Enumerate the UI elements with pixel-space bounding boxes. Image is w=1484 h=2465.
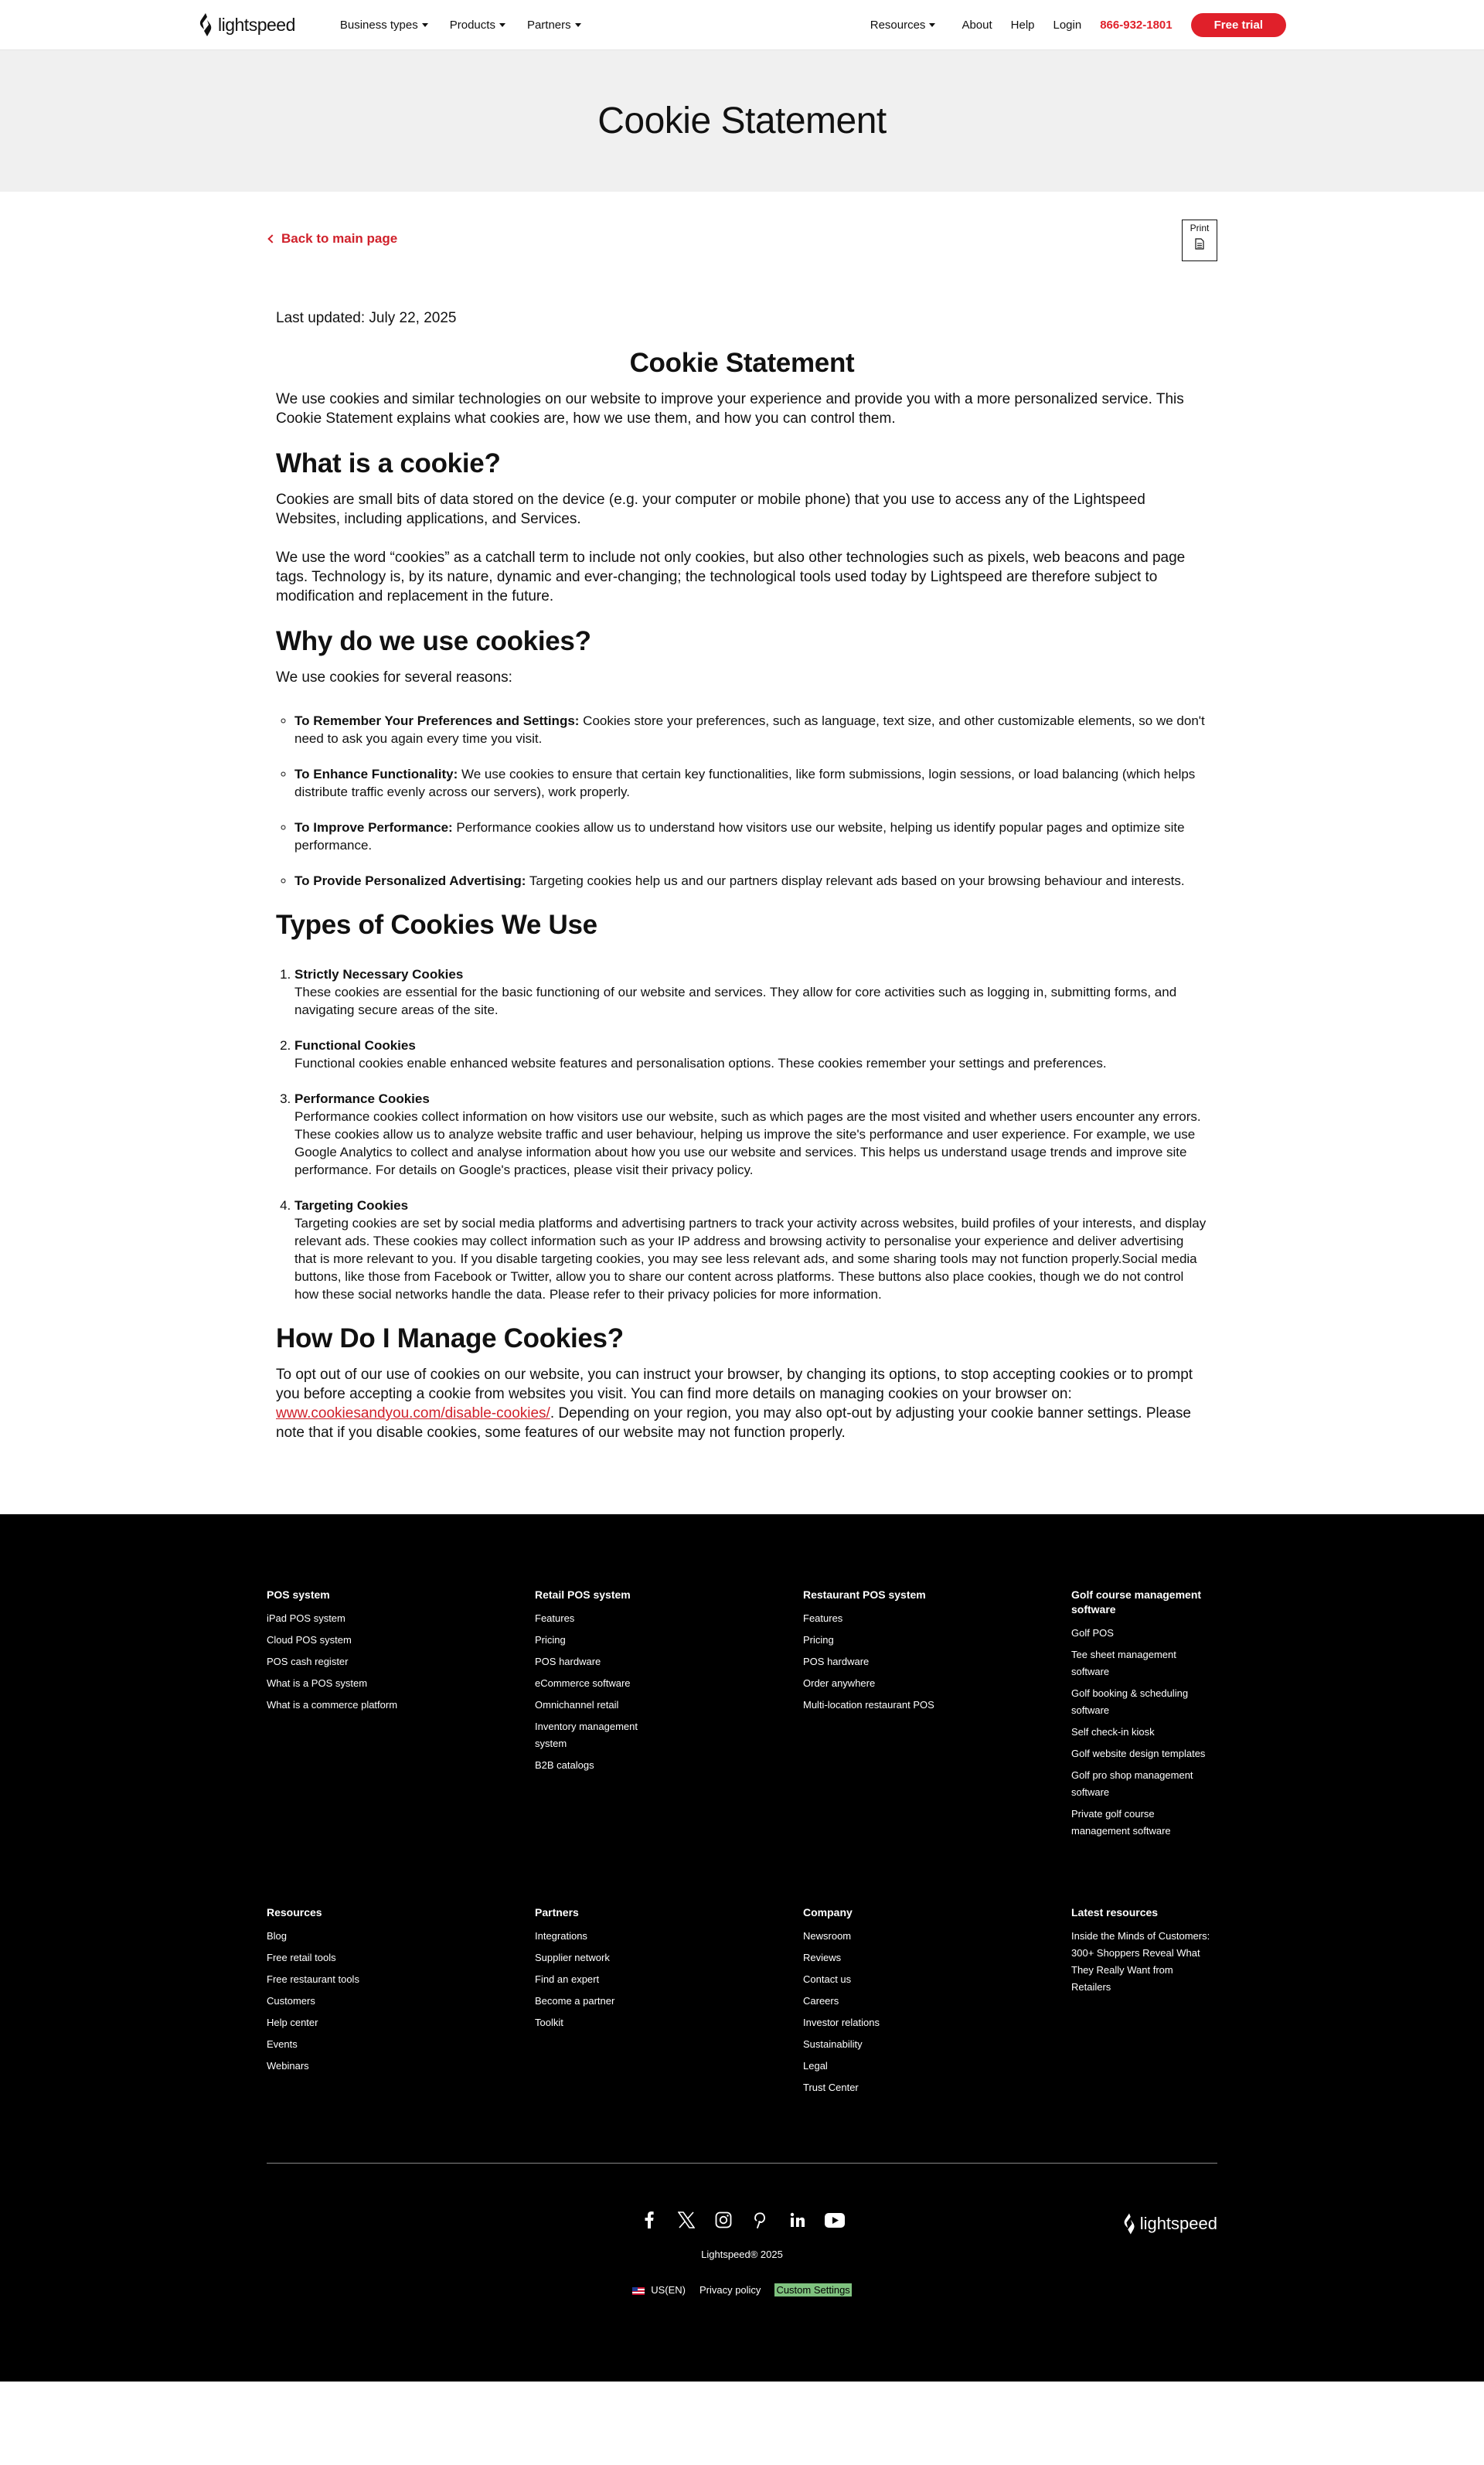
footer-link[interactable]: iPad POS system	[267, 1612, 345, 1624]
footer-column-heading: Golf course management software	[1071, 1588, 1202, 1616]
nav-help[interactable]: Help	[1010, 18, 1035, 32]
footer-column-heading: Restaurant POS system	[803, 1588, 926, 1601]
footer-link[interactable]: Integrations	[535, 1930, 587, 1942]
chevron-down-icon	[575, 23, 581, 27]
footer-link[interactable]: Reviews	[803, 1952, 842, 1963]
footer-link[interactable]: Help center	[267, 2017, 318, 2028]
footer-link[interactable]: POS cash register	[267, 1656, 349, 1667]
reason-title: To Enhance Functionality:	[294, 767, 458, 781]
footer-column	[803, 1905, 1071, 2101]
reason-text: We use cookies to ensure that certain key functionalities, like form submissions, login sessions, or load balancing (which helps distribute traffic evenly across our servers), work properly.	[294, 767, 1196, 799]
footer-link[interactable]: Blog	[267, 1930, 288, 1942]
footer-link[interactable]: Webinars	[267, 2060, 309, 2072]
locale-label: US(EN)	[651, 2284, 686, 2296]
footer-link[interactable]: Toolkit	[535, 2017, 563, 2028]
footer-column	[803, 1588, 1071, 1844]
social-links	[267, 2210, 1217, 2230]
footer-column	[535, 1588, 803, 1844]
types-of-cookies-heading: Types of Cookies We Use	[276, 910, 597, 940]
nav-label: Partners	[526, 18, 571, 32]
type-title: Strictly Necessary Cookies	[294, 967, 464, 982]
list-item	[294, 1197, 1208, 1303]
us-flag-icon	[632, 2287, 645, 2295]
nav-products[interactable]	[450, 19, 505, 32]
footer-link[interactable]: Features	[535, 1612, 575, 1624]
nav-login[interactable]: Login	[1053, 18, 1082, 32]
footer-link[interactable]: Free restaurant tools	[267, 1973, 359, 1985]
x-icon[interactable]	[676, 2210, 696, 2230]
lightspeed-logo[interactable]	[198, 12, 295, 37]
footer-link[interactable]: Golf booking & scheduling software	[1071, 1687, 1189, 1716]
what-is-cookie-heading: What is a cookie?	[276, 448, 501, 478]
footer-link[interactable]: Self check-in kiosk	[1071, 1726, 1155, 1738]
list-item	[294, 872, 1208, 890]
paragraph: We use the word “cookies” as a catchall term to include not only cookies, but also other technologies such as pixels, web beacons and page tags. Technology is, by its nature, dynamic and ever-changing; the technological tools used today by Lightspeed are therefore subject to modification and replacement in the future.	[276, 550, 1186, 604]
footer-link[interactable]: B2B catalogs	[535, 1759, 594, 1771]
legal-links	[267, 2283, 1217, 2296]
footer-link[interactable]: Omnichannel retail	[535, 1699, 619, 1711]
secondary-nav	[870, 13, 1286, 37]
footer-link[interactable]: Golf website design templates	[1071, 1748, 1206, 1759]
footer-link[interactable]: What is a POS system	[267, 1677, 368, 1689]
last-updated: Last updated: July 22, 2025	[276, 310, 457, 326]
logo-text: lightspeed	[1139, 2214, 1217, 2233]
cookie-article	[267, 308, 1217, 1442]
youtube-icon[interactable]	[825, 2210, 845, 2230]
footer-link[interactable]: Careers	[803, 1995, 839, 2007]
footer-links-row-1	[267, 1588, 1217, 1844]
footer-link[interactable]: POS hardware	[535, 1656, 601, 1667]
footer-link[interactable]: Find an expert	[535, 1973, 600, 1985]
type-text: Targeting cookies are set by social media platforms and advertising partners to track your activity across websites, build profiles of your interests, and display relevant ads. These cookies may collect information such as your IP address and browsing activity to personalise your experience and deliver advertising that is more relevant to you. If you disable targeting cookies, you may see less relevant ads, and some sharing tools may not function properly.Social media buttons, like those from Facebook or Twitter, allow you to share our content across platforms. These buttons also place cookies, though we do not control how these social networks handle the data. Please refer to their privacy policies for more information.	[294, 1216, 1207, 1302]
type-text: Performance cookies collect information on how visitors use our website, such as which pages are the most visited and whether users encounter any errors. These cookies allow us to analyze website traffic and user behaviour, helping us improve the site's performance and user experience. For example, we use Google Analytics to collect and analyse information about how you use our website and services. This helps us understand usage trends and improve site performance. For details on Google's practices, please visit their privacy policy.	[294, 1109, 1201, 1177]
footer-link[interactable]: Pricing	[535, 1634, 566, 1646]
hero-banner	[0, 50, 1484, 192]
type-text: Functional cookies enable enhanced website features and personalisation options. These cookies remember your settings and preferences.	[294, 1056, 1107, 1071]
footer-column-heading: Latest resources	[1071, 1906, 1159, 1919]
footer-link[interactable]: Legal	[803, 2060, 828, 2072]
footer-column-heading: Resources	[267, 1906, 322, 1919]
nav-about[interactable]: About	[962, 18, 992, 32]
pinterest-icon[interactable]	[751, 2210, 771, 2230]
back-to-main-link[interactable]	[267, 231, 397, 247]
why-use-cookies-heading: Why do we use cookies?	[276, 626, 591, 656]
paragraph: Cookies are small bits of data stored on the device (e.g. your computer or mobile phone) that you use to access any of the Lightspeed Websites, including applications, and Services.	[276, 492, 1145, 527]
article-title: Cookie Statement	[629, 348, 855, 378]
footer-link[interactable]: Golf pro shop management software	[1071, 1769, 1193, 1798]
nav-label: Resources	[870, 18, 926, 32]
footer-column	[267, 1905, 535, 2101]
footer-column	[1071, 1588, 1217, 1844]
footer-link[interactable]: Tee sheet management software	[1071, 1649, 1176, 1677]
nav-resources[interactable]	[870, 19, 936, 32]
footer-link[interactable]: Inventory management system	[535, 1721, 638, 1749]
footer-link[interactable]: eCommerce software	[535, 1677, 631, 1689]
list-item	[294, 819, 1208, 854]
main-content	[267, 192, 1217, 1442]
footer-link[interactable]: Newsroom	[803, 1930, 852, 1942]
footer-column-heading: Company	[803, 1906, 853, 1919]
footer-column	[267, 1588, 535, 1844]
reason-title: To Provide Personalized Advertising:	[294, 873, 526, 888]
footer-column	[535, 1905, 803, 2101]
footer-link[interactable]: Cloud POS system	[267, 1634, 352, 1646]
footer-link[interactable]: Features	[803, 1612, 843, 1624]
back-link-label: Back to main page	[281, 231, 398, 246]
phone-link[interactable]: 866-932-1801	[1100, 18, 1173, 32]
flame-logo-icon	[1122, 2212, 1136, 2235]
footer-link[interactable]: Inside the Minds of Customers: 300+ Shoppers Reveal What They Really Want from Retailers	[1071, 1930, 1210, 1993]
reason-text: Targeting cookies help us and our partners display relevant ads based on your browsing behaviour and interests.	[526, 873, 1185, 888]
footer-link[interactable]: Private golf course management software	[1071, 1808, 1171, 1837]
footer-link[interactable]: Supplier network	[535, 1952, 610, 1963]
free-trial-button[interactable]: Free trial	[1191, 13, 1286, 37]
footer-bottom	[267, 2164, 1217, 2334]
chevron-left-icon	[267, 234, 276, 243]
manage-paragraph	[276, 1365, 1208, 1442]
footer-link[interactable]: Order anywhere	[803, 1677, 876, 1689]
footer-link[interactable]: Customers	[267, 1995, 315, 2007]
instagram-icon[interactable]	[713, 2210, 733, 2230]
chevron-down-icon	[929, 23, 935, 27]
cookiesandyou-link[interactable]: www.cookiesandyou.com/disable-cookies/	[276, 1405, 550, 1421]
text: To opt out of our use of cookies on our website, you can instruct your browser, by changing its options, to stop accepting cookies or to prompt you before accepting a cookie from websites you visit. You can find more details on managing cookies on your browser on:	[276, 1367, 1193, 1402]
footer-link[interactable]: Investor relations	[803, 2017, 880, 2028]
footer-column-heading: Partners	[535, 1906, 579, 1919]
reasons-list	[294, 712, 1208, 890]
paragraph: We use cookies for several reasons:	[276, 669, 512, 686]
reason-text: Cookies store your preferences, such as language, text size, and other customizable elements, so we don't need to ask you again every time you visit.	[294, 713, 1205, 746]
hero-title: Cookie Statement	[597, 100, 887, 141]
footer-link[interactable]: Events	[267, 2038, 298, 2050]
logo-text: lightspeed	[218, 14, 295, 35]
cookie-types-list	[294, 965, 1208, 1303]
reason-title: To Remember Your Preferences and Settings:	[294, 713, 580, 728]
document-icon	[1195, 238, 1204, 250]
footer-link[interactable]: POS hardware	[803, 1656, 870, 1667]
facebook-icon[interactable]	[639, 2210, 659, 2230]
linkedin-icon[interactable]	[788, 2210, 808, 2230]
type-text: These cookies are essential for the basic functioning of our website and services. They allow for core activities such as logging in, submitting forms, and navigating secure areas of the site.	[294, 985, 1177, 1017]
custom-settings-link[interactable]: Custom Settings	[776, 2284, 850, 2296]
list-item	[294, 1090, 1208, 1179]
footer-link[interactable]: Pricing	[803, 1634, 834, 1646]
nav-label: Business types	[339, 18, 418, 32]
list-item	[294, 965, 1208, 1019]
privacy-policy-link[interactable]: Privacy policy	[699, 2284, 761, 2296]
footer-link[interactable]: Become a partner	[535, 1995, 615, 2007]
print-label: Print	[1190, 223, 1210, 233]
text: . Depending on your region, you may also opt-out by adjusting your cookie banner settings. Please note that if you disable cookies, some features of our website may not function properly.	[276, 1405, 1191, 1441]
locale-selector[interactable]	[632, 2284, 686, 2296]
footer-link[interactable]: Golf POS	[1071, 1627, 1114, 1639]
footer-link[interactable]: Free retail tools	[267, 1952, 336, 1963]
footer-link[interactable]: Contact us	[803, 1973, 852, 1985]
nav-partners[interactable]	[527, 19, 581, 32]
chevron-down-icon	[499, 23, 505, 27]
nav-business-types[interactable]	[340, 19, 428, 32]
footer-column	[1071, 1905, 1217, 2101]
print-button[interactable]	[1182, 220, 1217, 261]
type-title: Performance Cookies	[294, 1091, 430, 1106]
list-item	[294, 765, 1208, 801]
footer-column-heading: POS system	[267, 1588, 330, 1601]
footer-link[interactable]: Trust Center	[803, 2082, 859, 2093]
footer-link[interactable]: Sustainability	[803, 2038, 863, 2050]
footer-column-heading: Retail POS system	[535, 1588, 631, 1601]
chevron-down-icon	[422, 23, 428, 27]
top-navigation	[0, 0, 1484, 50]
flame-logo-icon	[198, 12, 213, 37]
list-item	[294, 712, 1208, 747]
nav-label: Products	[449, 18, 495, 32]
copyright-text: Lightspeed® 2025	[701, 2249, 783, 2260]
intro-paragraph: We use cookies and similar technologies on our website to improve your experience and provide you with a more personalized service. This Cookie Statement explains what cookies are, how we use them, and how you can control them.	[276, 391, 1184, 427]
footer-logo[interactable]	[1122, 2212, 1217, 2235]
list-item	[294, 1037, 1208, 1072]
footer-links-row-2	[267, 1905, 1217, 2101]
manage-cookies-heading: How Do I Manage Cookies?	[276, 1323, 624, 1353]
reason-title: To Improve Performance:	[294, 820, 453, 835]
reason-text: Performance cookies allow us to understand how visitors use our website, helping us identify popular pages and optimize site performance.	[294, 820, 1185, 853]
primary-nav	[340, 19, 581, 32]
type-title: Functional Cookies	[294, 1038, 416, 1053]
footer-link[interactable]: What is a commerce platform	[267, 1699, 398, 1711]
footer-link[interactable]: Multi-location restaurant POS	[803, 1699, 934, 1711]
site-footer	[0, 1514, 1484, 2382]
type-title: Targeting Cookies	[294, 1198, 409, 1213]
